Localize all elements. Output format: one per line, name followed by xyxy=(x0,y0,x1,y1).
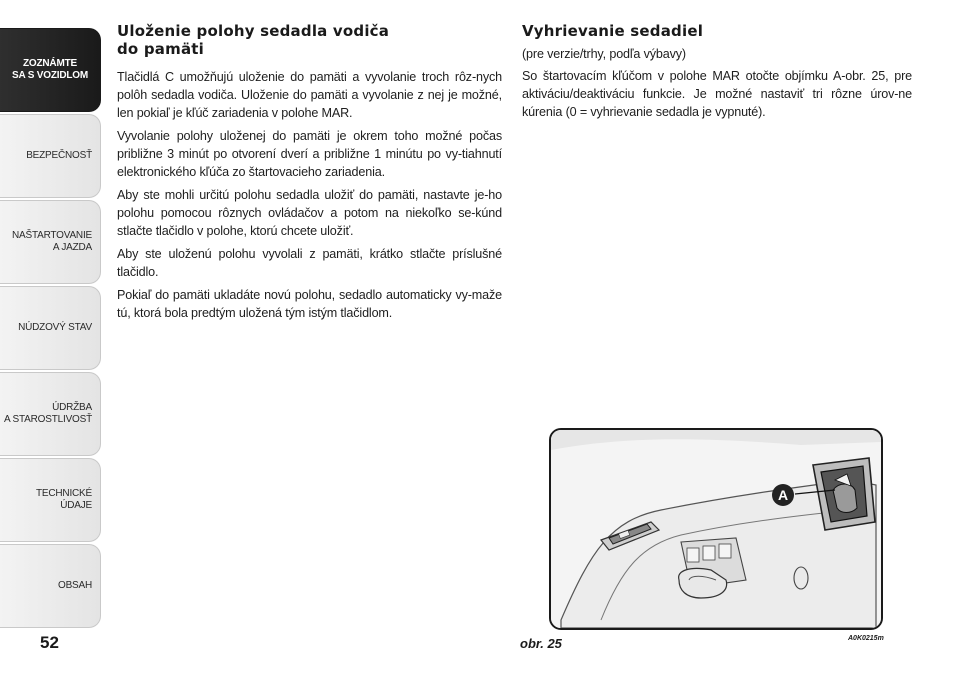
tab-udrzba-a-starostlivost[interactable] xyxy=(0,372,101,456)
section-title: Vyhrievanie sedadiel xyxy=(522,22,704,40)
tab-obsah[interactable] xyxy=(0,544,101,628)
tab-label-line2: SA S VOZIDLOM xyxy=(12,70,88,81)
tab-technicke-udaje[interactable] xyxy=(0,458,101,542)
section-seat-heating xyxy=(522,22,912,126)
callout-label-a: A xyxy=(777,487,789,503)
tab-nudzovy-stav[interactable] xyxy=(0,286,101,370)
figure-code: A0K0215m xyxy=(848,635,884,642)
tab-nastartovanie-a-jazda[interactable] xyxy=(0,200,101,284)
tab-label-line1: BEZPEČNOSŤ xyxy=(26,150,92,161)
section-title-line1: Uloženie polohy sedadla vodiča xyxy=(117,22,390,40)
paragraph: Pokiaľ do pamäti ukladáte novú polohu, sedadlo automaticky vy-maže tú, ktorá bola predtým uložená tým istým tlačidlom. xyxy=(117,288,502,320)
figure-seat-heating-switch xyxy=(549,428,883,630)
section-subtitle: (pre verzie/trhy, podľa výbavy) xyxy=(522,47,686,61)
section-title-line2: do pamäti xyxy=(117,40,204,58)
page-number: 52 xyxy=(40,633,59,652)
paragraph: Tlačidlá C umožňujú uloženie do pamäti a vyvolanie troch rôz-nych polôh sedadla vodiča. Uloženie do pamäti a vyvolanie z nej je možné, len pokiaľ je kľúč zariadenia v polohe MAR. xyxy=(117,70,502,120)
paragraph: Aby ste uloženú polohu vyvolali z pamäti, krátko stlačte príslušné tlačidlo. xyxy=(117,247,502,279)
tab-label-line2: ÚDAJE xyxy=(60,500,92,511)
seat-side-illustration xyxy=(551,430,881,628)
tab-label-line1: NÚDZOVÝ STAV xyxy=(18,322,92,333)
tab-label-line2: A STAROSTLIVOSŤ xyxy=(4,414,92,425)
section-title xyxy=(117,22,502,58)
tab-label-line1: ÚDRŽBA xyxy=(52,402,92,413)
tab-label-line1: TECHNICKÉ xyxy=(36,488,92,499)
paragraph: Vyvolanie polohy uloženej do pamäti je okrem toho možné počas približne 3 minút po otvorení dverí a približne 1 minútu po vy-tiahnutí elektronického kľúča zo štartovacieho zariadenia. xyxy=(117,129,502,179)
section-seat-memory xyxy=(117,22,502,327)
tab-label-line1: NAŠTARTOVANIE xyxy=(11,230,92,241)
tab-label-line1: OBSAH xyxy=(57,580,92,591)
paragraph: Aby ste mohli určitú polohu sedadla uložiť do pamäti, nastavte je-ho polohu pomocou rôznych ovládačov a potom na niekoľko se-kúnd stlačte tlačidlo v polohe, ktorú chcete uložiť. xyxy=(117,188,502,238)
tab-label-line1: ZOZNÁMTE xyxy=(23,58,77,69)
figure-caption: obr. 25 xyxy=(520,636,562,651)
tab-bezpecnost[interactable] xyxy=(0,114,101,198)
tab-zoznamte-sa-s-vozidlom[interactable] xyxy=(0,28,101,112)
paragraph: So štartovacím kľúčom v polohe MAR otočte objímku A-obr. 25, pre aktiváciu/deaktiváciu funkcie. Je možné nastaviť tri rôzne úrov-ne kúrenia (0 = vyhrievanie sedadla je vypnuté). xyxy=(522,69,912,119)
chapter-sidebar xyxy=(0,0,103,640)
tab-label-line2: A JAZDA xyxy=(52,242,92,253)
